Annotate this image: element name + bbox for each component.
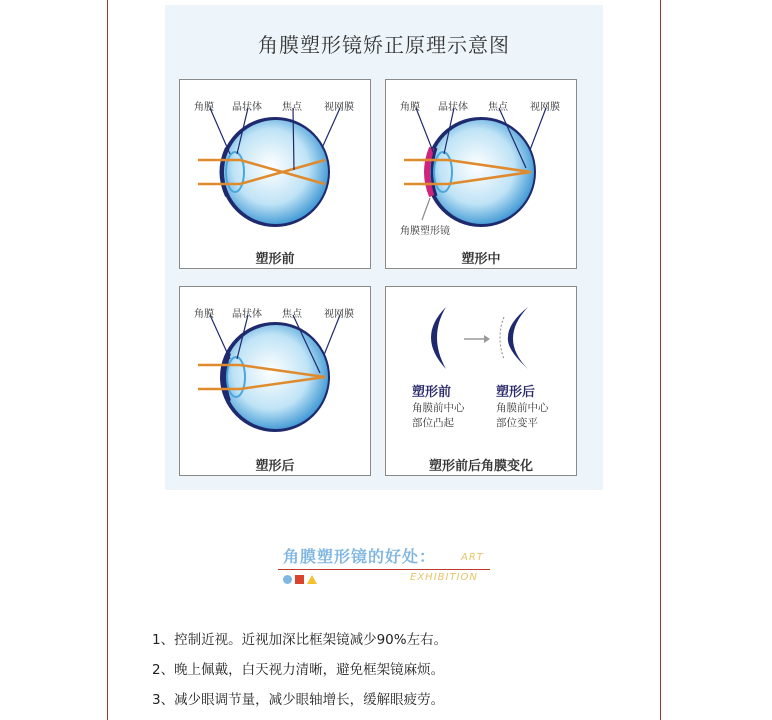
panel-caption-after: 塑形后 <box>255 459 295 474</box>
label-cornea: 角膜 <box>400 102 420 113</box>
page-border-right <box>660 0 661 720</box>
pointer-arrow <box>530 108 546 150</box>
pointer-arrow <box>210 315 230 359</box>
decor-circle-icon <box>283 575 292 584</box>
compare-after-line2: 部位变平 <box>496 417 538 429</box>
eyeball <box>224 325 328 429</box>
eyeball <box>224 120 328 224</box>
decor-art-text: ART <box>461 552 484 563</box>
compare-after-line1: 角膜前中心 <box>496 402 549 414</box>
label-retina: 视网膜 <box>324 309 354 320</box>
label-lens: 晶状体 <box>232 309 262 320</box>
benefit-item-2: 2、晚上佩戴，白天视力清晰，避免框架镜麻烦。 <box>152 662 445 678</box>
label-ortho-k-lens: 角膜塑形镜 <box>400 226 450 237</box>
pointer-arrow <box>210 108 230 154</box>
label-lens: 晶状体 <box>232 102 262 113</box>
panel-caption-compare: 塑形前后角膜变化 <box>428 459 533 474</box>
label-cornea: 角膜 <box>194 102 214 113</box>
panel-before <box>179 79 371 269</box>
decor-square-icon <box>295 575 304 584</box>
label-lens: 晶状体 <box>438 102 468 113</box>
eyeball <box>430 120 534 224</box>
cornea-before-shape <box>431 307 446 369</box>
panel-caption-before: 塑形前 <box>255 252 295 267</box>
panel-during <box>385 79 577 269</box>
panel-compare <box>385 286 577 476</box>
compare-before-title: 塑形前 <box>412 385 452 400</box>
pointer-arrow <box>422 198 430 220</box>
compare-before-line1: 角膜前中心 <box>412 402 465 414</box>
decor-divider <box>278 569 490 570</box>
cornea-after-shape <box>508 307 528 369</box>
section-heading: 角膜塑形镜的好处： <box>283 547 437 566</box>
label-cornea: 角膜 <box>194 309 214 320</box>
diagram-title: 角膜塑形镜矫正原理示意图 <box>258 33 510 57</box>
compare-before-line2: 部位凸起 <box>412 417 454 429</box>
pointer-arrow <box>416 108 434 154</box>
page-border-left <box>107 0 108 720</box>
benefit-item-1: 1、控制近视。近视加深比框架镜减少90%左右。 <box>152 632 448 648</box>
pointer-arrow <box>322 108 340 148</box>
panel-caption-during: 塑形中 <box>461 252 501 267</box>
orthok-diagram <box>165 5 603 490</box>
label-focus: 焦点 <box>282 102 302 113</box>
benefit-item-3: 3、减少眼调节量，减少眼轴增长，缓解眼疲劳。 <box>152 692 445 708</box>
panel-after <box>179 286 371 476</box>
label-focus: 焦点 <box>488 102 508 113</box>
compare-after-title: 塑形后 <box>496 385 536 400</box>
label-retina: 视网膜 <box>530 102 560 113</box>
label-focus: 焦点 <box>282 309 302 320</box>
decor-exhibition-text: EXHIBITION <box>410 572 478 583</box>
original-curve-dashed <box>500 317 504 359</box>
decor-triangle-icon <box>307 575 317 584</box>
pointer-arrow <box>324 315 340 355</box>
arrow-right-icon <box>484 335 490 343</box>
label-retina: 视网膜 <box>324 102 354 113</box>
